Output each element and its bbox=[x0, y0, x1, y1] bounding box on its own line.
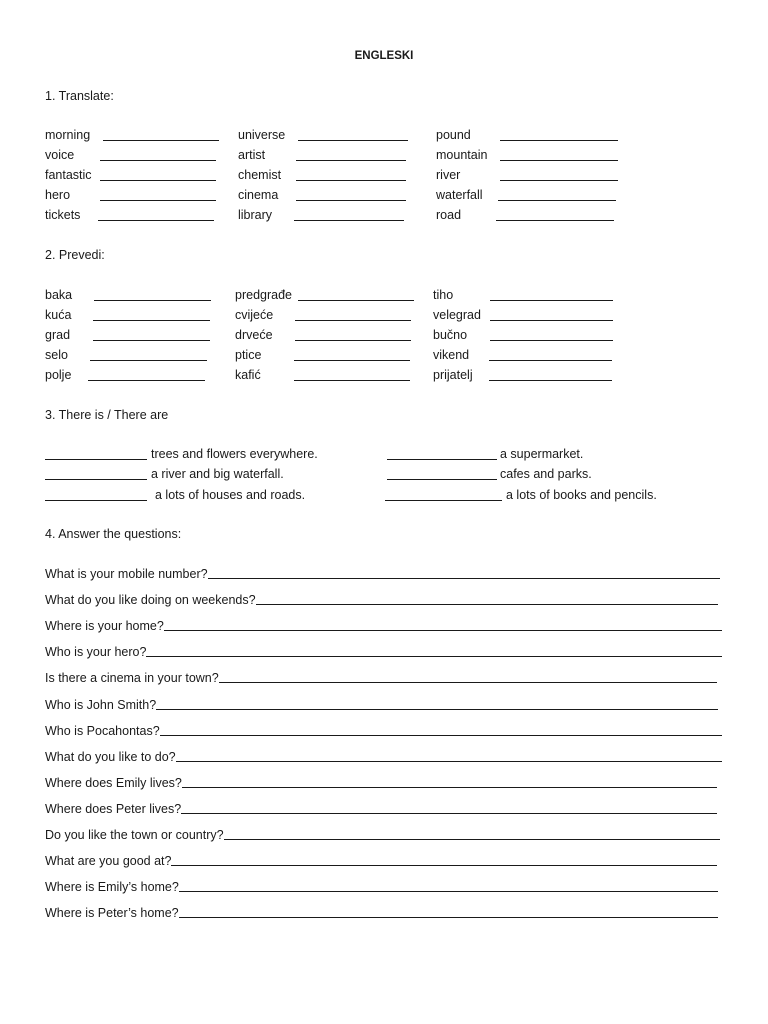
answer-blank[interactable] bbox=[500, 160, 618, 161]
answer-line[interactable] bbox=[224, 839, 720, 840]
prevedi-word: cvijeće bbox=[235, 308, 274, 322]
prevedi-word: drveće bbox=[235, 328, 273, 342]
answer-blank[interactable] bbox=[294, 220, 404, 221]
translate-word: tickets bbox=[45, 208, 81, 222]
page-title: ENGLESKI bbox=[354, 50, 414, 62]
question-text: Who is John Smith? bbox=[45, 698, 157, 712]
answer-blank[interactable] bbox=[100, 200, 216, 201]
question-text: What is your mobile number? bbox=[45, 567, 208, 581]
answer-blank[interactable] bbox=[295, 340, 411, 341]
answer-blank[interactable] bbox=[489, 380, 612, 381]
question-text: Who is Pocahontas? bbox=[45, 724, 160, 738]
section-3-heading: 3. There is / There are bbox=[45, 408, 169, 422]
answer-blank[interactable] bbox=[500, 140, 618, 141]
question-row bbox=[45, 618, 722, 634]
question-row bbox=[45, 723, 722, 739]
answer-blank[interactable] bbox=[94, 300, 211, 301]
question-row bbox=[45, 670, 717, 686]
translate-word: river bbox=[436, 168, 461, 182]
section-2-heading: 2. Prevedi: bbox=[45, 248, 105, 262]
answer-line[interactable] bbox=[181, 813, 717, 814]
question-row bbox=[45, 644, 722, 660]
answer-blank[interactable] bbox=[100, 160, 216, 161]
answer-line[interactable] bbox=[160, 735, 722, 736]
prevedi-word: predgrađe bbox=[235, 288, 292, 302]
answer-line[interactable] bbox=[171, 865, 717, 866]
question-row bbox=[45, 801, 717, 817]
answer-blank[interactable] bbox=[45, 500, 147, 501]
question-text: Where is Emily’s home? bbox=[45, 880, 179, 894]
prevedi-word: tiho bbox=[433, 288, 454, 302]
translate-word: morning bbox=[45, 128, 91, 142]
answer-line[interactable] bbox=[156, 709, 718, 710]
answer-line[interactable] bbox=[179, 891, 718, 892]
answer-blank[interactable] bbox=[294, 380, 410, 381]
answer-line[interactable] bbox=[164, 630, 722, 631]
translate-word: voice bbox=[45, 148, 75, 162]
answer-line[interactable] bbox=[182, 787, 717, 788]
answer-blank[interactable] bbox=[98, 220, 214, 221]
there-is-sentence: a river and big waterfall. bbox=[151, 467, 284, 481]
there-is-sentence: cafes and parks. bbox=[500, 467, 592, 481]
question-row bbox=[45, 827, 720, 843]
translate-word: chemist bbox=[238, 168, 282, 182]
answer-blank[interactable] bbox=[296, 180, 406, 181]
question-row bbox=[45, 905, 718, 921]
answer-blank[interactable] bbox=[385, 500, 502, 501]
there-is-sentence: trees and flowers everywhere. bbox=[151, 447, 318, 461]
answer-blank[interactable] bbox=[490, 320, 613, 321]
answer-blank[interactable] bbox=[490, 300, 613, 301]
prevedi-word: kuća bbox=[45, 308, 72, 322]
answer-blank[interactable] bbox=[295, 320, 411, 321]
answer-blank[interactable] bbox=[100, 180, 216, 181]
answer-blank[interactable] bbox=[45, 479, 147, 480]
prevedi-word: vikend bbox=[433, 348, 470, 362]
question-row bbox=[45, 592, 718, 608]
answer-line[interactable] bbox=[256, 604, 718, 605]
prevedi-word: grad bbox=[45, 328, 71, 342]
translate-word: cinema bbox=[238, 188, 279, 202]
question-text: Do you like the town or country? bbox=[45, 828, 224, 842]
question-text: Where does Emily lives? bbox=[45, 776, 182, 790]
translate-word: universe bbox=[238, 128, 286, 142]
answer-blank[interactable] bbox=[496, 220, 614, 221]
prevedi-word: kafić bbox=[235, 368, 261, 382]
answer-blank[interactable] bbox=[387, 459, 497, 460]
prevedi-word: baka bbox=[45, 288, 73, 302]
answer-blank[interactable] bbox=[296, 200, 406, 201]
answer-blank[interactable] bbox=[88, 380, 205, 381]
translate-word: artist bbox=[238, 148, 266, 162]
answer-line[interactable] bbox=[176, 761, 722, 762]
question-text: What do you like to do? bbox=[45, 750, 176, 764]
answer-blank[interactable] bbox=[500, 180, 618, 181]
question-row bbox=[45, 749, 722, 765]
answer-blank[interactable] bbox=[93, 320, 210, 321]
answer-line[interactable] bbox=[179, 917, 718, 918]
section-1-heading: 1. Translate: bbox=[45, 89, 114, 103]
question-row bbox=[45, 775, 717, 791]
answer-blank[interactable] bbox=[296, 160, 406, 161]
answer-line[interactable] bbox=[146, 656, 722, 657]
answer-blank[interactable] bbox=[298, 140, 408, 141]
answer-blank[interactable] bbox=[45, 459, 147, 460]
there-is-sentence: a lots of houses and roads. bbox=[155, 488, 306, 502]
prevedi-word: selo bbox=[45, 348, 68, 362]
prevedi-word: bučno bbox=[433, 328, 468, 342]
answer-blank[interactable] bbox=[294, 360, 410, 361]
there-is-sentence: a supermarket. bbox=[500, 447, 584, 461]
answer-blank[interactable] bbox=[498, 200, 616, 201]
question-row bbox=[45, 879, 718, 895]
question-text: Who is your hero? bbox=[45, 645, 147, 659]
translate-word: library bbox=[238, 208, 273, 222]
question-text: What do you like doing on weekends? bbox=[45, 593, 256, 607]
question-text: Where is Peter’s home? bbox=[45, 906, 179, 920]
prevedi-word: velegrad bbox=[433, 308, 481, 322]
translate-word: road bbox=[436, 208, 462, 222]
answer-blank[interactable] bbox=[489, 360, 612, 361]
prevedi-word: ptice bbox=[235, 348, 262, 362]
question-text: Is there a cinema in your town? bbox=[45, 671, 219, 685]
answer-line[interactable] bbox=[219, 682, 717, 683]
section-4-heading: 4. Answer the questions: bbox=[45, 527, 182, 541]
answer-blank[interactable] bbox=[387, 479, 497, 480]
question-row bbox=[45, 697, 718, 713]
translate-word: mountain bbox=[436, 148, 488, 162]
translate-word: pound bbox=[436, 128, 471, 142]
answer-blank[interactable] bbox=[93, 340, 210, 341]
prevedi-word: polje bbox=[45, 368, 72, 382]
prevedi-word: prijatelj bbox=[433, 368, 473, 382]
answer-blank[interactable] bbox=[490, 340, 613, 341]
answer-blank[interactable] bbox=[90, 360, 207, 361]
answer-blank[interactable] bbox=[298, 300, 414, 301]
answer-line[interactable] bbox=[208, 578, 720, 579]
answer-blank[interactable] bbox=[103, 140, 219, 141]
translate-word: hero bbox=[45, 188, 71, 202]
translate-word: fantastic bbox=[45, 168, 92, 182]
question-text: Where does Peter lives? bbox=[45, 802, 182, 816]
there-is-sentence: a lots of books and pencils. bbox=[506, 488, 657, 502]
question-row bbox=[45, 566, 720, 582]
question-row bbox=[45, 853, 717, 869]
question-text: What are you good at? bbox=[45, 854, 172, 868]
question-text: Where is your home? bbox=[45, 619, 164, 633]
translate-word: waterfall bbox=[436, 188, 483, 202]
